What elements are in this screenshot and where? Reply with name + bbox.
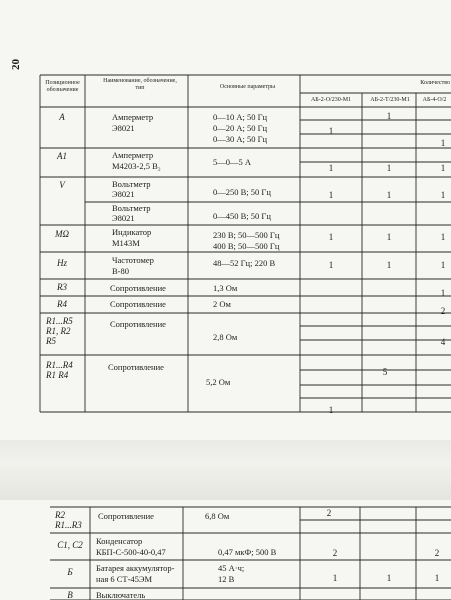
row-code: A	[59, 112, 65, 122]
header-quantity: Количество	[420, 80, 450, 86]
qty-col3: 1	[440, 288, 446, 298]
row-param-line: 45 А·ч;	[218, 563, 245, 573]
qty-col1: 1	[328, 405, 334, 415]
row-name-line: Амперметр	[112, 112, 154, 122]
qty-col3: 1	[440, 138, 446, 148]
row-code: Hz	[56, 258, 67, 268]
row-code: Б	[67, 567, 73, 577]
row-param-line: 2,8 Ом	[213, 332, 238, 342]
qty-col3: 1	[440, 232, 446, 242]
row-param-line: 5—0—5 А	[213, 157, 252, 167]
row-param-line: 0—10 А; 50 Гц	[213, 112, 268, 122]
header-designation: Позиционное обозначение	[45, 80, 80, 93]
qty-col2: 1	[386, 163, 392, 173]
qty-col3: 1	[440, 190, 446, 200]
row-name-line: Вольтметр	[112, 203, 151, 213]
qty-col3: 2	[434, 548, 440, 558]
qty-col1: 2	[332, 548, 338, 558]
qty-col2: 1	[386, 190, 392, 200]
row-name-line: Э8021	[112, 123, 135, 133]
row-code: MΩ	[54, 229, 69, 239]
qty-col1: 2	[326, 508, 332, 518]
qty-col1: 1	[332, 573, 338, 583]
row-param-line: 230 В; 50—500 Гц	[213, 230, 280, 240]
row-name-line: Сопротивление	[108, 362, 164, 372]
row-code: R1...R5 R1, R2 R5	[46, 316, 73, 346]
row-name-line: Частотомер	[112, 255, 154, 265]
row-code: C1, C2	[57, 540, 83, 550]
header-params: Основные параметры	[219, 84, 276, 90]
row-code: R3	[57, 282, 67, 292]
row-name-line: Сопротивление	[98, 511, 154, 521]
row-name-line: Э8021	[112, 189, 135, 199]
row-code: R1...R4 R1 R4	[46, 360, 73, 380]
row-name-line: ная 6 СТ-45ЭМ	[96, 574, 153, 584]
qty-col3: 2	[440, 306, 446, 316]
header-col2: АБ-2-Т/230-М1	[370, 97, 410, 103]
qty-col1: 1	[328, 190, 334, 200]
row-param-line: 2 Ом	[213, 299, 231, 309]
qty-col2: 1	[386, 260, 392, 270]
qty-col2: 1	[386, 232, 392, 242]
row-param-line: 0—450 В; 50 Гц	[213, 211, 271, 221]
row-code: A1	[57, 151, 67, 161]
qty-col3: 4	[440, 337, 446, 347]
row-code: V	[59, 180, 65, 190]
qty-col3: 1	[434, 573, 440, 583]
row-name-line: Индикатор	[112, 227, 152, 237]
row-name-line: М143М	[112, 238, 140, 248]
qty-col2: 1	[386, 111, 392, 121]
row-code: R2 R1...R3	[55, 510, 82, 530]
row-name-line: КБП-С-500-40-0,47	[96, 547, 166, 557]
row-param-line: 1,3 Ом	[213, 283, 238, 293]
page-fold-gap	[0, 440, 451, 500]
row-name-line: Амперметр	[112, 150, 154, 160]
row-name-line: Сопротивление	[110, 283, 166, 293]
qty-col2: 1	[386, 573, 392, 583]
row-name-line: Батарея аккумулятор-	[96, 563, 175, 573]
row-param-line: 48—52 Гц; 220 В	[213, 258, 276, 268]
row-code: R4	[57, 299, 67, 309]
row-name-line: Сопротивление	[110, 299, 166, 309]
qty-col2: 5	[382, 367, 388, 377]
row-name-line: М4203-2,5 В₂	[112, 161, 161, 171]
page-number: 20	[10, 59, 22, 70]
header-col3: АБ-4-О/2	[422, 97, 447, 103]
row-param-line: 0—20 А; 50 Гц	[213, 123, 268, 133]
row-name-line: Конденсатор	[96, 536, 143, 546]
row-name-line: Вольтметр	[112, 179, 151, 189]
header-col1: АБ-2-О/230-М1	[310, 97, 352, 103]
row-param-line: 0,47 мкФ; 500 В	[218, 547, 277, 557]
row-param-line: 0—30 А; 50 Гц	[213, 134, 268, 144]
qty-col1: 1	[328, 232, 334, 242]
row-param-line: 400 В; 50—500 Гц	[213, 241, 280, 251]
header-name: Наименование, обозначение, тип	[103, 78, 177, 91]
row-name-line: Выключатель	[96, 590, 146, 600]
row-code: В	[67, 590, 73, 600]
row-param-line: 5,2 Ом	[206, 377, 231, 387]
row-name-line: Сопротивление	[110, 319, 166, 329]
row-param-line: 0—250 В; 50 Гц	[213, 187, 271, 197]
qty-col3: 1	[440, 260, 446, 270]
qty-col1: 1	[328, 163, 334, 173]
row-name-line: В-80	[112, 266, 129, 276]
row-param-line: 6,8 Ом	[205, 511, 230, 521]
qty-col1: 1	[328, 260, 334, 270]
row-name-line: Э8021	[112, 213, 135, 223]
qty-col1: 1	[328, 126, 334, 136]
row-param-line: 12 В	[218, 574, 235, 584]
qty-col3: 1	[440, 163, 446, 173]
